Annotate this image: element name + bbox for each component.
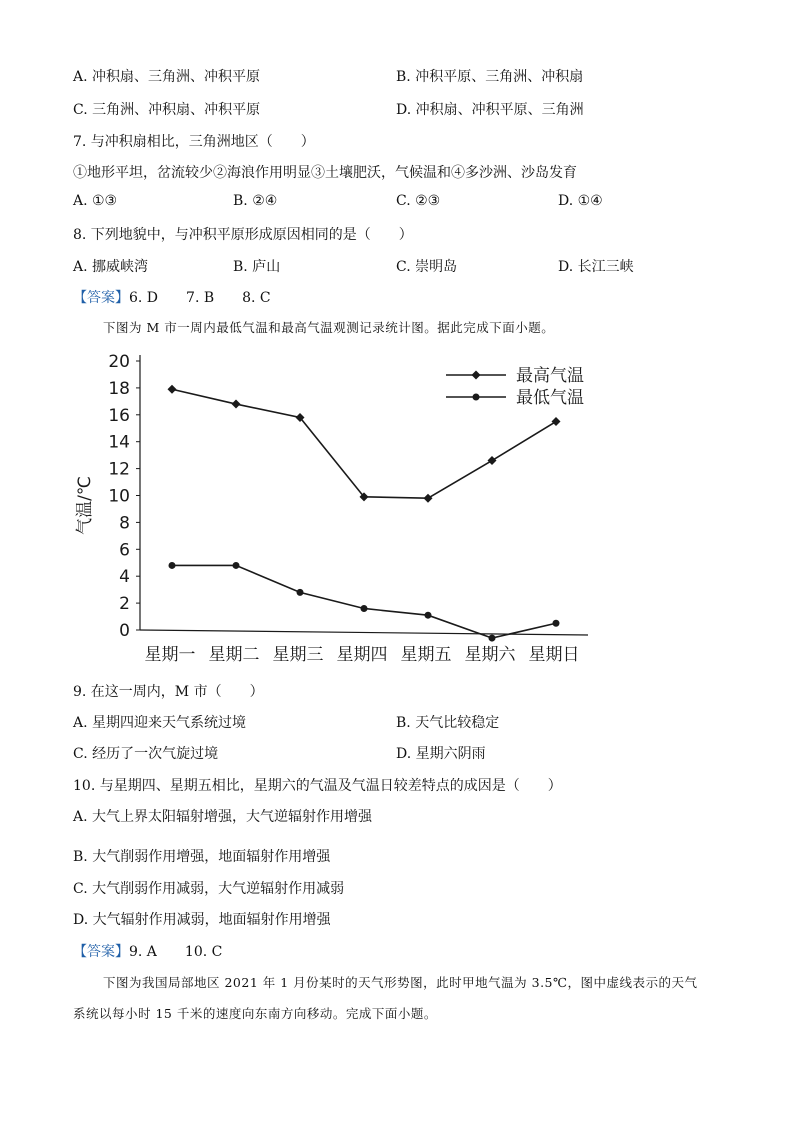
answer-text: 9. A 10. C	[129, 944, 223, 960]
data-point-min	[233, 562, 240, 569]
q10-stem: 10. 与星期四、星期五相比，星期六的气温及气温日较差特点的成因是（ ）	[73, 778, 562, 794]
q9-option-a: A. 星期四迎来天气系统过境	[73, 715, 247, 731]
data-point-min	[425, 612, 432, 619]
x-tick-label: 星期三	[272, 645, 324, 665]
q6-option-c: C. 三角洲、冲积扇、冲积平原	[73, 102, 261, 118]
q10-option-b: B. 大气削弱作用增强，地面辐射作用增强	[73, 849, 331, 865]
x-tick-label: 星期日	[528, 645, 580, 665]
q7-option-a: A. ①③	[73, 193, 118, 209]
y-tick-label: 6	[119, 540, 130, 561]
answer-text: 6. D 7. B 8. C	[129, 290, 271, 306]
q9-option-c: C. 经历了一次气旋过境	[73, 746, 219, 762]
y-tick-label: 0	[119, 621, 130, 641]
q7-option-b: B. ②④	[233, 193, 278, 209]
q8-option-d: D. 长江三峡	[558, 259, 634, 275]
data-point-min	[361, 605, 368, 612]
data-point-max	[424, 494, 433, 503]
series-line-1	[172, 389, 556, 498]
data-point-max	[168, 385, 177, 394]
legend-marker	[472, 371, 481, 380]
q6-option-b: B. 冲积平原、三角洲、冲积扇	[396, 69, 584, 85]
q7-option-d: D. ①④	[558, 193, 603, 209]
x-tick-label: 星期四	[336, 645, 388, 665]
q8-option-c: C. 崇明岛	[396, 259, 458, 275]
y-tick-label: 14	[108, 432, 130, 453]
legend-label: 最高气温	[516, 366, 584, 386]
data-point-min	[489, 635, 496, 642]
q6-option-d: D. 冲积扇、冲积平原、三角洲	[396, 102, 584, 118]
q10-option-d: D. 大气辐射作用减弱，地面辐射作用增强	[73, 912, 331, 928]
q10-option-c: C. 大气削弱作用减弱，大气逆辐射作用减弱	[73, 881, 345, 897]
q8-stem: 8. 下列地貌中，与冲积平原形成原因相同的是（ ）	[73, 227, 413, 243]
answer-tag: 【答案】	[73, 944, 129, 960]
q9-option-b: B. 天气比较稳定	[396, 715, 500, 731]
y-tick-label: 18	[108, 378, 130, 399]
y-axis-label: 气温/℃	[75, 476, 95, 535]
q6-option-a: A. 冲积扇、三角洲、冲积平原	[73, 69, 261, 85]
answer-line-1	[73, 287, 271, 307]
x-tick-label: 星期一	[144, 645, 196, 665]
legend-marker	[473, 394, 480, 401]
map-intro-line-1: 下图为我国局部地区 2021 年 1 月份某时的天气形势图，此时甲地气温为 3.5℃，图中虚线表示的天气	[103, 975, 698, 990]
data-point-max	[232, 400, 241, 409]
x-tick-label: 星期六	[464, 645, 516, 665]
map-intro-line-2: 系统以每小时 15 千米的速度向东南方向移动。完成下面小题。	[73, 1006, 437, 1021]
q10-option-a: A. 大气上界太阳辐射增强，大气逆辐射作用增强	[73, 809, 373, 825]
q8-option-b: B. 庐山	[233, 259, 281, 275]
chart-intro: 下图为 M 市一周内最低气温和最高气温观测记录统计图。据此完成下面小题。	[103, 320, 555, 335]
y-tick-label: 8	[119, 513, 130, 534]
data-point-max	[552, 417, 561, 426]
q7-stem: 7. 与冲积扇相比，三角洲地区（ ）	[73, 134, 315, 150]
data-point-max	[488, 456, 497, 465]
temperature-chart	[70, 345, 610, 675]
x-tick-label: 星期五	[400, 645, 452, 665]
q7-option-c: C. ②③	[396, 193, 441, 209]
data-point-min	[553, 620, 560, 627]
q9-stem: 9. 在这一周内，M 市（ ）	[73, 684, 264, 700]
data-point-min	[169, 562, 176, 569]
y-tick-label: 2	[119, 594, 130, 615]
q9-option-d: D. 星期六阴雨	[396, 746, 486, 762]
y-tick-label: 12	[108, 459, 130, 480]
x-tick-label: 星期二	[208, 645, 260, 665]
answer-line-2	[73, 941, 222, 961]
data-point-min	[297, 589, 304, 596]
answer-tag: 【答案】	[73, 290, 129, 306]
y-tick-label: 4	[119, 567, 130, 588]
y-tick-label: 10	[108, 486, 130, 507]
y-tick-label: 16	[108, 405, 130, 426]
q7-statements: ①地形平坦，岔流较少②海浪作用明显③土壤肥沃，气候温和④多沙洲、沙岛发育	[73, 165, 577, 181]
legend-label: 最低气温	[516, 388, 584, 408]
q8-option-a: A. 挪威峡湾	[73, 259, 149, 275]
y-tick-label: 20	[108, 352, 130, 372]
series-line-2	[172, 565, 556, 638]
